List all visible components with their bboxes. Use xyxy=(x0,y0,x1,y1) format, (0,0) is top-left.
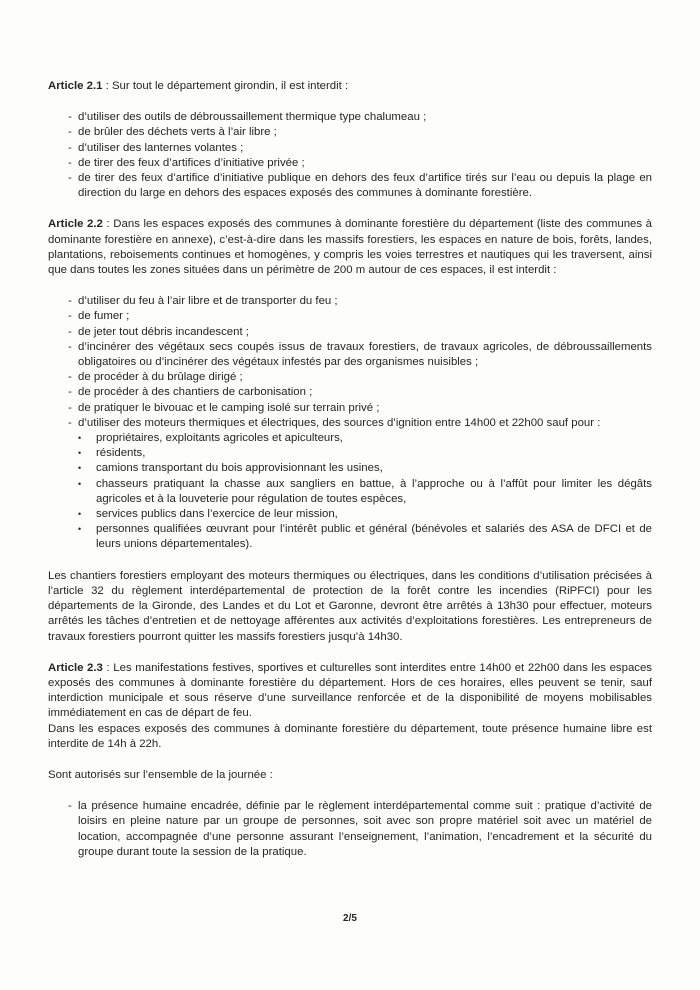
list-item: - de tirer des feux d’artifices d’initiative privée ; xyxy=(48,156,652,171)
list-item: - d’utiliser du feu à l’air libre et de transporter du feu ; xyxy=(48,294,652,309)
exception-item: • chasseurs pratiquant la chasse aux sangliers en battue, à l’approche ou à l’affût pour limiter les dégâts agricoles et à la louveterie pour régulation de toutes espèces, xyxy=(78,477,652,507)
article-2-1-list xyxy=(48,110,652,201)
list-item: - de pratiquer le bivouac et le camping isolé sur terrain privé ; xyxy=(48,401,652,416)
list-item: - de tirer des feux d’artifice d’initiative publique en dehors des feux d’artifice tirés sur l’eau ou depuis la plage en direction du large en dehors des espaces exposés des communes à dominante forestière. xyxy=(48,171,652,201)
presence-paragraph: Dans les espaces exposés des communes à dominante forestière du département, toute présence humaine libre est interdite de 14h à 22h. xyxy=(48,722,652,750)
page-number: 2/5 xyxy=(343,913,357,924)
exception-item: • résidents, xyxy=(78,446,652,461)
list-item: - de jeter tout débris incandescent ; xyxy=(48,325,652,340)
article-2-1-label: Article 2.1 xyxy=(48,80,103,92)
exception-item: • services publics dans l’exercice de leur mission, xyxy=(78,507,652,522)
list-item: - de procéder à des chantiers de carbonisation ; xyxy=(48,385,652,400)
list-item: - de brûler des déchets verts à l’air libre ; xyxy=(48,125,652,140)
article-2-2-label: Article 2.2 xyxy=(48,218,103,231)
exception-item: • propriétaires, exploitants agricoles et apiculteurs, xyxy=(78,431,652,446)
article-2-3-intro: Article 2.3 : Les manifestations festives, sportives et culturelles sont interdites entre 14h00 et 22h00 dans les espaces exposés des communes à dominante forestière du département. Hors de ces horaires, elles peuvent se tenir, sauf interdiction municipale et sous réserve d’une surveillance renforcée et de la disponibilité de moyens mobilisables immédiatement en cas de départ de feu. xyxy=(48,661,653,720)
list-item: - de fumer ; xyxy=(48,309,652,324)
authorized-list xyxy=(48,799,652,860)
list-item-with-exceptions: - d’utiliser des moteurs thermiques et électriques, des sources d’ignition entre 14h00 et 22h00 sauf pour : • propriétaires, exploitants agricoles et apiculteurs, • résidents, • camions transportant du bois approvisionnant les usines, • chasseurs pratiquant la chasse aux sangliers en battue, à l’approche ou à l’affût pour limiter les dégâts agricoles et à la louveterie pour régulation de toutes espèces, • services publics dans l’exercice de leur mission, • personnes qualifiées œuvrant pour l’intérêt public et général (bénévoles et salariés des ASA de DFCI et de leurs unions départementales). xyxy=(48,416,652,553)
authorized-intro: Sont autorisés sur l’ensemble de la journée : xyxy=(48,768,273,781)
list-item: - la présence humaine encadrée, définie par le règlement interdépartemental comme suit : pratique d’activité de loisirs en pleine nature par un groupe de personnes, soit avec son propre matériel soit avec un matériel de location, accompagnée d’une personne assurant l’enseignement, l’animation, l’encadrement et la sécurité du groupe durant toute la session de la pratique. xyxy=(48,799,652,860)
exception-item: • personnes qualifiées œuvrant pour l’intérêt public et général (bénévoles et salariés des ASA de DFCI et de leurs unions départementales). xyxy=(78,522,652,552)
article-2-1-intro: Article 2.1 : Sur tout le département girondin, il est interdit : xyxy=(48,80,349,92)
article-2-2-intro: Article 2.2 : Dans les espaces exposés des communes à dominante forestière du département (liste des communes à dominante forestière en annexe), c’est-à-dire dans les massifs forestiers, les espaces en nature de bois, forêts, landes, plantations, reboisements continues et homogènes, y compris les voies terrestres et nautiques qui les traversent, ainsi que dans toutes les zones situées dans un périmètre de 200 m autour de ces espaces, il est interdit : xyxy=(48,218,653,277)
article-2-3-label: Article 2.3 xyxy=(48,661,103,674)
list-item: - d’utiliser des outils de débroussaillement thermique type chalumeau ; xyxy=(48,110,652,125)
chantiers-paragraph: Les chantiers forestiers employant des moteurs thermiques ou électriques, dans les conditions d’utilisation précisées à l’article 32 du règlement interdépartemental de protection de la forêt contre les incendies (RiPFCI) pour les départements de la Gironde, des Landes et du Lot et Garonne, devront être arrêtés à 13h30 pour effectuer, moteurs arrêtés les tâches d’entretien et de nettoyage afférentes aux activités d’exploitations forestières. Les entrepreneurs de travaux forestiers pourront quitter les massifs forestiers jusqu’à 14h30. xyxy=(48,569,652,643)
exceptions-list xyxy=(78,431,652,553)
exception-item: • camions transportant du bois approvisionnant les usines, xyxy=(78,461,652,476)
list-item: - d’incinérer des végétaux secs coupés issus de travaux forestiers, de travaux agricoles, de débroussaillements obligatoires ou d’incinérer des végétaux infestés par des organismes nuisibles ; xyxy=(48,340,652,370)
article-2-2-list xyxy=(48,294,652,552)
list-item: - d’utiliser des lanternes volantes ; xyxy=(48,141,652,156)
list-item: - de procéder à du brûlage dirigé ; xyxy=(48,370,652,385)
